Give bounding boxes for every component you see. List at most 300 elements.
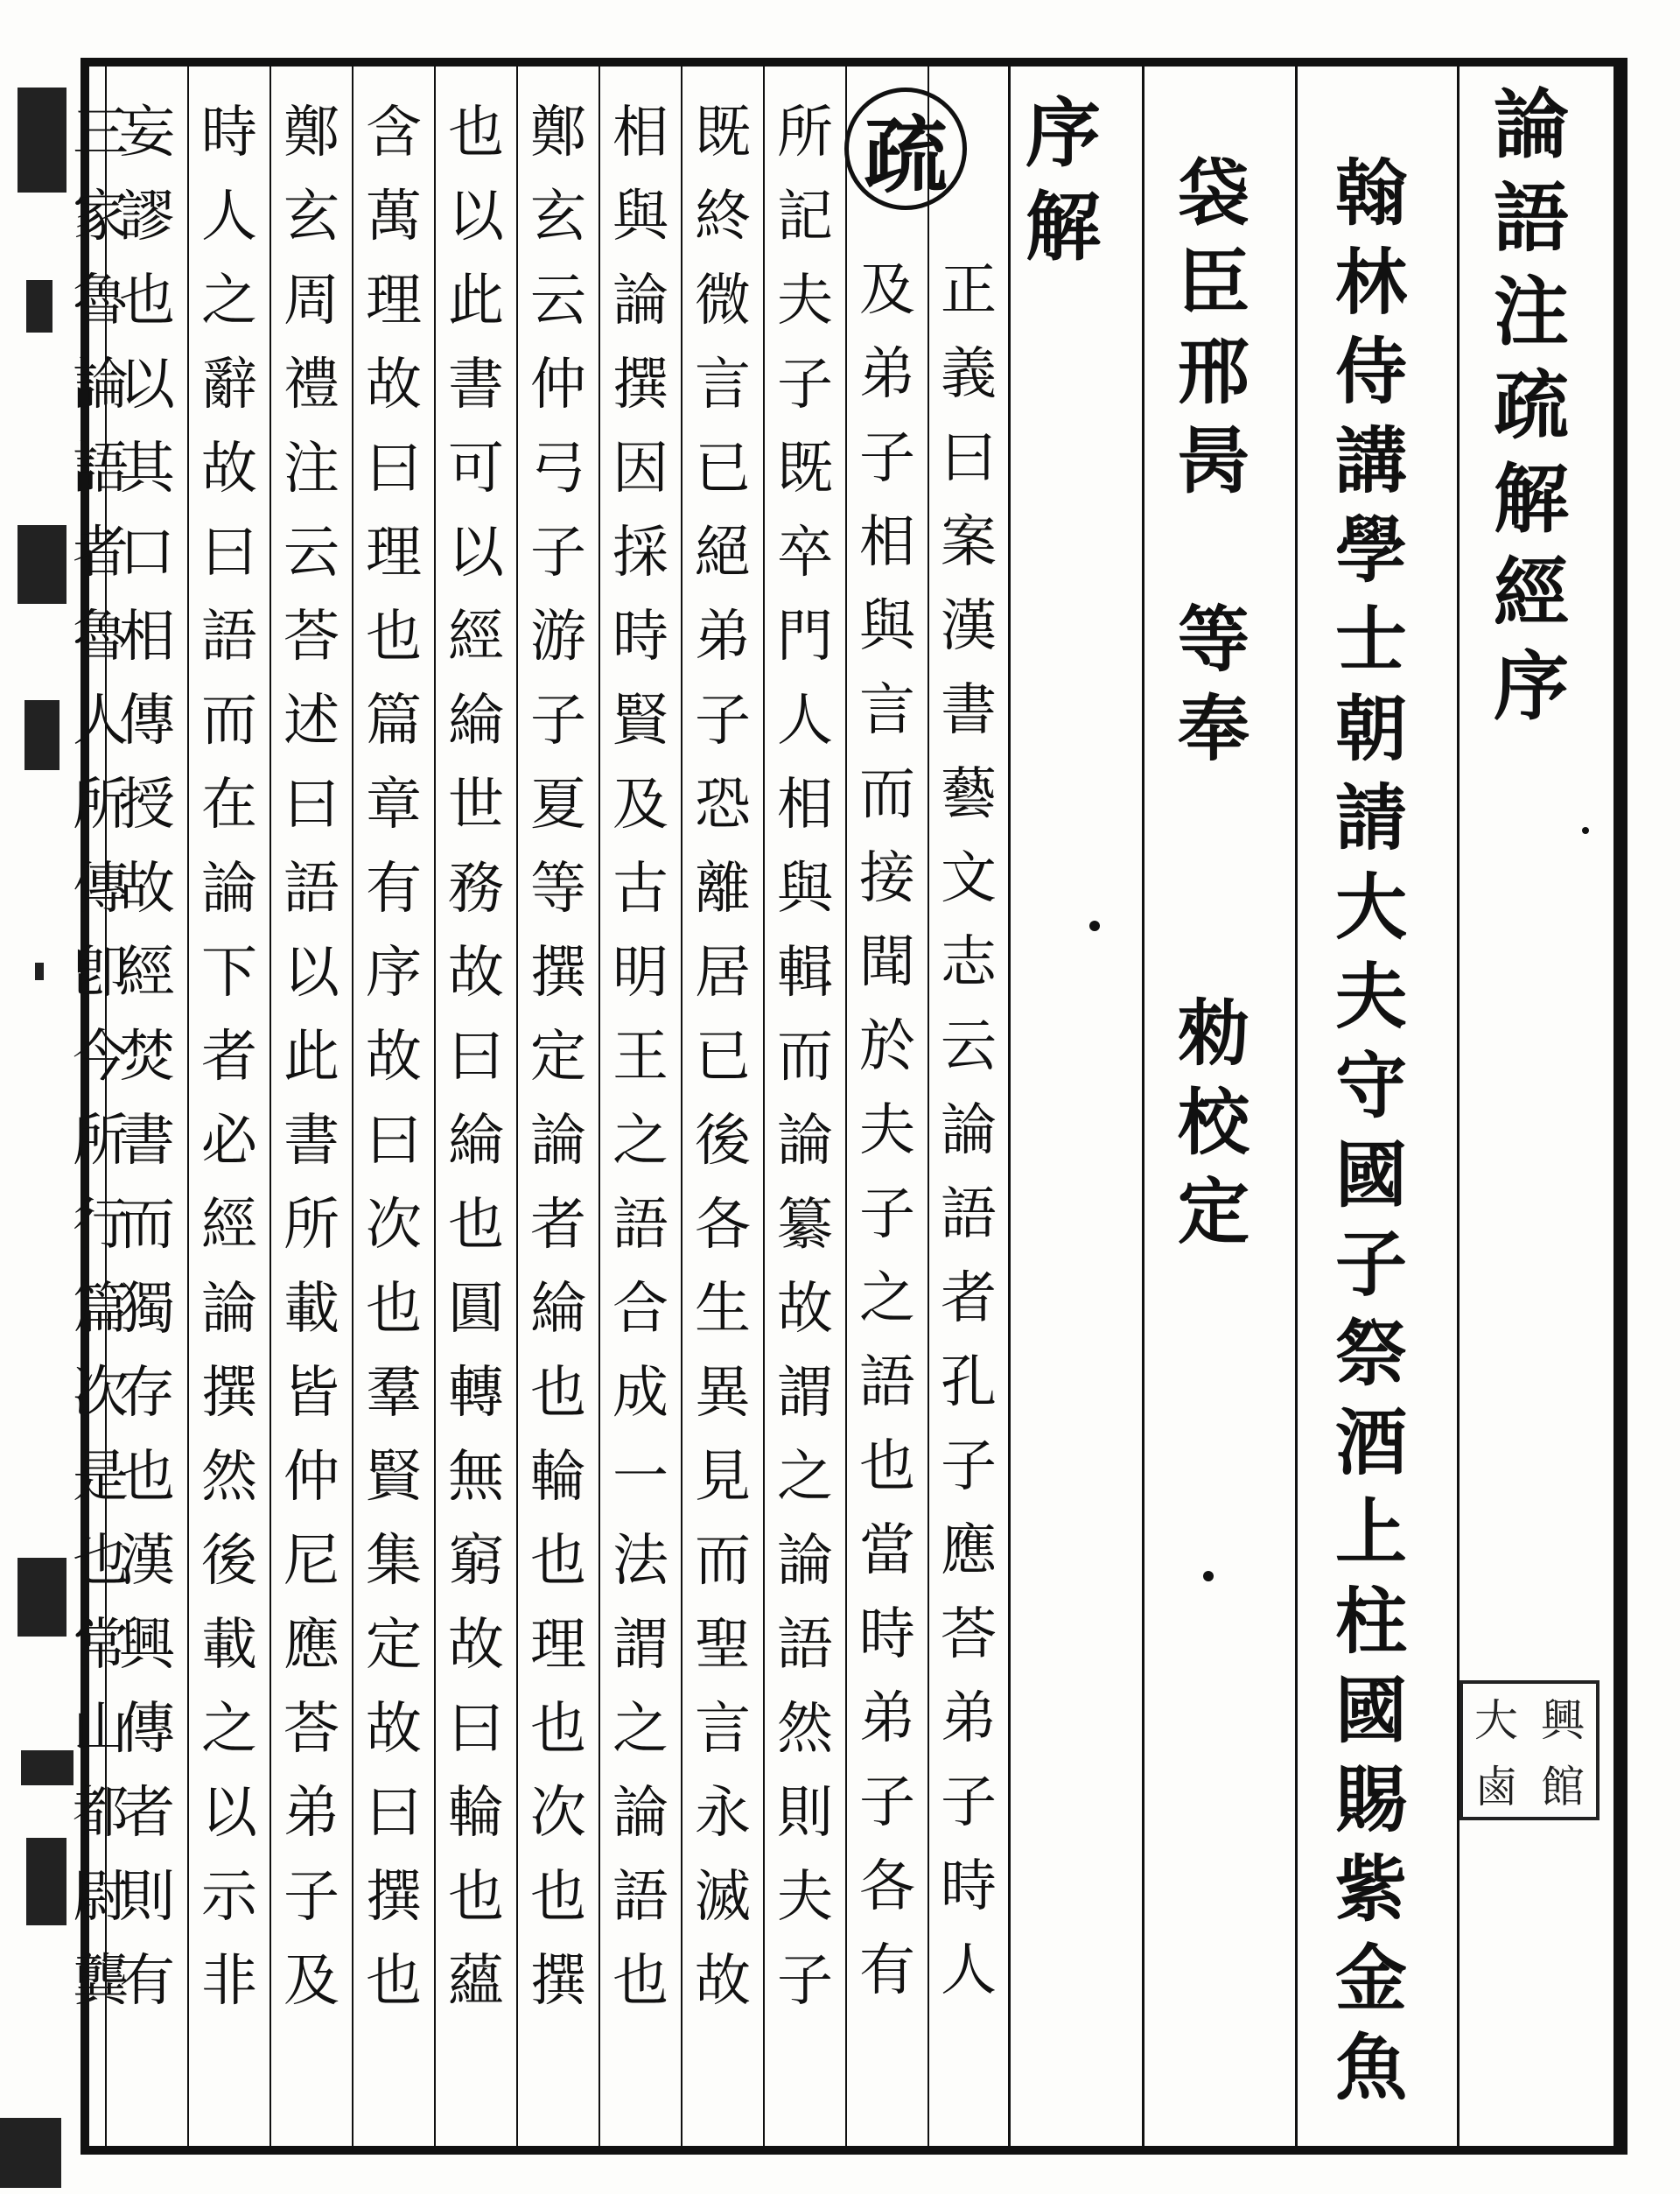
glyph: 侍 <box>1334 330 1407 414</box>
glyph: 相 <box>859 510 915 575</box>
glyph: 而 <box>119 1193 175 1258</box>
glyph: 者 <box>530 1193 586 1258</box>
glyph: 龔 <box>73 1949 129 2014</box>
glyph: 定 <box>366 1613 422 1678</box>
glyph: 微 <box>695 269 751 333</box>
glyph: 以 <box>448 185 504 249</box>
glyph: 載 <box>284 1277 340 1342</box>
glyph: 曰 <box>366 1781 422 1846</box>
column-text <box>859 258 915 2027</box>
glyph: 則 <box>119 1865 175 1930</box>
glyph: 云 <box>284 521 340 585</box>
glyph: 學 <box>1334 508 1407 592</box>
glyph: 故 <box>448 1613 504 1678</box>
column-divider <box>681 67 682 2146</box>
glyph: 語 <box>1494 174 1569 263</box>
glyph: 章 <box>366 773 422 838</box>
glyph: 語 <box>73 437 129 501</box>
glyph: 與 <box>777 857 833 922</box>
glyph: 曰 <box>448 1697 504 1762</box>
glyph: 應 <box>941 1518 997 1583</box>
glyph: 撰 <box>530 941 586 1006</box>
glyph: 家 <box>73 185 129 249</box>
glyph: 鄭 <box>530 101 586 165</box>
glyph: 既 <box>777 437 833 501</box>
glyph: 子 <box>859 426 915 491</box>
glyph: 後 <box>695 1109 751 1174</box>
glyph: 此 <box>448 269 504 333</box>
glyph: 時 <box>941 1854 997 1919</box>
glyph: 王 <box>612 1025 668 1090</box>
glyph: 案 <box>941 510 997 575</box>
glyph: 書 <box>119 1109 175 1174</box>
glyph: 生 <box>695 1277 751 1342</box>
glyph: 孔 <box>941 1350 997 1415</box>
glyph: 絕 <box>695 521 751 585</box>
glyph: 周 <box>284 269 340 333</box>
glyph: 子 <box>777 353 833 417</box>
glyph: 也 <box>448 1865 504 1930</box>
left-margin <box>0 35 79 2170</box>
glyph: 綸 <box>530 1277 586 1342</box>
text-column <box>273 101 350 2037</box>
glyph: 於 <box>859 1014 915 1079</box>
glyph: 門 <box>777 605 833 669</box>
glyph: 撰 <box>530 1949 586 2014</box>
glyph: 既 <box>695 101 751 165</box>
glyph: 夫 <box>777 1865 833 1930</box>
glyph: 相 <box>119 605 175 669</box>
glyph: 賢 <box>366 1445 422 1510</box>
text-column <box>355 101 432 2037</box>
glyph: 上 <box>1334 1490 1407 1574</box>
glyph: 離 <box>695 857 751 922</box>
glyph: 曰 <box>284 773 340 838</box>
glyph: 夫 <box>1334 955 1407 1039</box>
glyph: 及 <box>284 1949 340 2014</box>
glyph: 與 <box>859 594 915 659</box>
glyph: 荅 <box>941 1602 997 1667</box>
title-text <box>1494 81 1569 743</box>
glyph: 已 <box>695 437 751 501</box>
glyph: 集 <box>366 1529 422 1594</box>
glyph: 仲 <box>530 353 586 417</box>
glyph: 見 <box>695 1445 751 1510</box>
glyph: 也 <box>119 1445 175 1510</box>
glyph: 皆 <box>284 1361 340 1426</box>
glyph: 行 <box>73 1193 129 1258</box>
glyph: 下 <box>201 941 257 1006</box>
glyph: 論 <box>530 1109 586 1174</box>
column-divider <box>187 67 189 2146</box>
glyph: 子 <box>284 1865 340 1930</box>
glyph: 常 <box>73 1613 129 1678</box>
glyph: 故 <box>777 1277 833 1342</box>
glyph: 解 <box>1494 455 1569 543</box>
glyph: 夫 <box>859 1098 915 1163</box>
glyph: 轉 <box>448 1361 504 1426</box>
glyph: 義 <box>941 342 997 407</box>
glyph: 賢 <box>612 689 668 754</box>
glyph: 講 <box>1334 419 1407 503</box>
glyph: 次 <box>530 1781 586 1846</box>
glyph: 都 <box>73 1781 129 1846</box>
glyph: 曰 <box>941 426 997 491</box>
glyph: 傳 <box>73 857 129 922</box>
glyph: 法 <box>612 1529 668 1594</box>
glyph: 也 <box>530 1361 586 1426</box>
glyph: 記 <box>777 185 833 249</box>
column-text <box>695 101 751 2037</box>
glyph: 游 <box>530 605 586 669</box>
glyph: 志 <box>941 930 997 995</box>
glyph: 序 <box>1026 89 1101 178</box>
ink-dot <box>1582 827 1589 834</box>
glyph: 注 <box>1494 268 1569 356</box>
glyph: 然 <box>777 1697 833 1762</box>
column-divider <box>434 67 436 2146</box>
glyph: 昺 <box>1177 419 1250 503</box>
column-text <box>777 101 833 2037</box>
glyph: 明 <box>612 941 668 1006</box>
column-text <box>448 101 504 2037</box>
glyph: 永 <box>695 1781 751 1846</box>
glyph: 臣 <box>1177 241 1250 325</box>
glyph: 等 <box>530 857 586 922</box>
glyph: 有 <box>859 1938 915 2003</box>
glyph: 存 <box>119 1361 175 1426</box>
glyph: 相 <box>777 773 833 838</box>
glyph: 卽 <box>73 941 129 1006</box>
glyph: 然 <box>201 1445 257 1510</box>
text-column <box>191 101 268 2037</box>
glyph: 而 <box>695 1529 751 1594</box>
glyph: 以 <box>284 941 340 1006</box>
glyph: 綸 <box>448 689 504 754</box>
glyph: 經 <box>448 605 504 669</box>
glyph: 窮 <box>448 1529 504 1594</box>
glyph: 三 <box>73 101 129 165</box>
glyph: 所 <box>777 101 833 165</box>
glyph: 文 <box>941 846 997 911</box>
glyph: 論 <box>1494 81 1569 169</box>
glyph: 以 <box>119 353 175 417</box>
glyph: 夏 <box>530 773 586 838</box>
glyph: 必 <box>201 1109 257 1174</box>
glyph: 魯 <box>73 605 129 669</box>
glyph: 也 <box>448 101 504 165</box>
column-divider <box>763 67 765 2146</box>
glyph: 言 <box>695 1697 751 1762</box>
glyph: 注 <box>284 437 340 501</box>
column-text <box>201 101 257 2037</box>
glyph: 接 <box>859 846 915 911</box>
glyph: 授 <box>119 773 175 838</box>
glyph: 子 <box>941 1434 997 1499</box>
glyph: 故 <box>448 941 504 1006</box>
glyph: 弟 <box>695 605 751 669</box>
glyph: 輪 <box>448 1781 504 1846</box>
glyph: 夫 <box>777 269 833 333</box>
glyph: 謂 <box>777 1361 833 1426</box>
glyph: 篇 <box>73 1277 129 1342</box>
glyph: 故 <box>366 1697 422 1762</box>
glyph: 國 <box>1334 1669 1407 1753</box>
glyph: 有 <box>119 1949 175 2014</box>
glyph: 也 <box>530 1697 586 1762</box>
glyph: 定 <box>530 1025 586 1090</box>
glyph: 者 <box>941 1266 997 1331</box>
glyph: 人 <box>73 689 129 754</box>
glyph: 務 <box>448 857 504 922</box>
glyph: 次 <box>366 1193 422 1258</box>
glyph: 也 <box>448 1193 504 1258</box>
column-text <box>73 101 129 2037</box>
glyph: 之 <box>859 1266 915 1331</box>
column-divider <box>270 67 271 2146</box>
glyph: 勑 <box>1177 992 1250 1076</box>
glyph: 輪 <box>530 1445 586 1510</box>
column-divider <box>845 67 847 2146</box>
section-title <box>1015 89 1111 284</box>
glyph: 應 <box>284 1613 340 1678</box>
glyph: 也 <box>119 269 175 333</box>
glyph: 相 <box>612 101 668 165</box>
glyph: 撰 <box>612 353 668 417</box>
glyph: 述 <box>284 689 340 754</box>
glyph: 語 <box>941 1182 997 1247</box>
glyph: 士 <box>1334 598 1407 682</box>
glyph: 云 <box>530 269 586 333</box>
glyph: 也 <box>73 1529 129 1594</box>
glyph: 終 <box>695 185 751 249</box>
glyph: 與 <box>612 185 668 249</box>
column-divider <box>352 67 354 2146</box>
glyph: 弟 <box>859 1686 915 1751</box>
glyph: 之 <box>201 269 257 333</box>
glyph: 聖 <box>695 1613 751 1678</box>
glyph: 藝 <box>941 762 997 827</box>
glyph: 因 <box>612 437 668 501</box>
glyph: 言 <box>859 678 915 743</box>
glyph: 而 <box>201 689 257 754</box>
glyph: 者 <box>73 521 129 585</box>
glyph: 尉 <box>73 1865 129 1930</box>
glyph: 之 <box>777 1445 833 1510</box>
glyph: 而 <box>859 762 915 827</box>
glyph: 曰 <box>366 437 422 501</box>
glyph: 論 <box>612 1781 668 1846</box>
glyph: 酒 <box>1334 1401 1407 1485</box>
glyph: 各 <box>859 1854 915 1919</box>
glyph: 所 <box>284 1193 340 1258</box>
text-column <box>602 101 679 2037</box>
glyph: 已 <box>695 1025 751 1090</box>
glyph: 弟 <box>284 1781 340 1846</box>
author-line-2-mid <box>1157 598 1270 782</box>
glyph: 也 <box>612 1949 668 2014</box>
glyph: 紫 <box>1334 1847 1407 1931</box>
glyph: 則 <box>777 1781 833 1846</box>
author-line-1 <box>1310 151 1432 2121</box>
glyph: 滅 <box>695 1865 751 1930</box>
text-column <box>931 258 1006 2027</box>
column-text <box>612 101 668 2037</box>
glyph: 金 <box>1334 1937 1407 2021</box>
glyph: 論 <box>612 269 668 333</box>
glyph: 聞 <box>859 930 915 995</box>
glyph: 曰 <box>366 1109 422 1174</box>
book-title <box>1470 81 1592 743</box>
glyph: 子 <box>695 689 751 754</box>
collector-seal: 大 興 鹵 館 <box>1460 1680 1600 1820</box>
glyph: 請 <box>1334 776 1407 860</box>
column-text <box>366 101 422 2037</box>
glyph: 書 <box>941 678 997 743</box>
glyph: 謂 <box>612 1613 668 1678</box>
glyph: 玄 <box>284 185 340 249</box>
glyph: 示 <box>201 1865 257 1930</box>
glyph: 朝 <box>1334 687 1407 771</box>
glyph: 也 <box>366 605 422 669</box>
glyph: 仲 <box>284 1445 340 1510</box>
glyph: 云 <box>941 1014 997 1079</box>
glyph: 子 <box>1334 1223 1407 1307</box>
glyph: 弟 <box>941 1686 997 1751</box>
glyph: 子 <box>859 1770 915 1835</box>
text-column <box>684 101 761 2037</box>
glyph: 今 <box>73 1025 129 1090</box>
glyph: 漢 <box>941 594 997 659</box>
glyph: 故 <box>366 353 422 417</box>
glyph: 奉 <box>1177 687 1250 771</box>
glyph: 弓 <box>530 437 586 501</box>
glyph: 一 <box>612 1445 668 1510</box>
text-column <box>766 101 844 2037</box>
glyph: 含 <box>366 101 422 165</box>
glyph: 魚 <box>1334 2026 1407 2110</box>
glyph: 山 <box>73 1697 129 1762</box>
text-column <box>73 101 129 2037</box>
glyph: 國 <box>1334 1133 1407 1217</box>
glyph: 之 <box>201 1697 257 1762</box>
author-line-2-bottom <box>1157 992 1270 1265</box>
glyph: 有 <box>366 857 422 922</box>
glyph: 論 <box>941 1098 997 1163</box>
glyph: 是 <box>73 1445 129 1510</box>
glyph: 袋 <box>1177 151 1250 235</box>
glyph: 口 <box>119 521 175 585</box>
glyph: 當 <box>859 1518 915 1583</box>
column-text <box>284 101 340 2037</box>
glyph: 世 <box>448 773 504 838</box>
glyph: 論 <box>201 857 257 922</box>
glyph: 興 <box>119 1613 175 1678</box>
glyph: 人 <box>941 1938 997 2003</box>
glyph: 所 <box>73 773 129 838</box>
column-divider <box>516 67 518 2146</box>
glyph: 守 <box>1334 1044 1407 1128</box>
glyph: 合 <box>612 1277 668 1342</box>
glyph: 居 <box>695 941 751 1006</box>
glyph: 時 <box>612 605 668 669</box>
glyph: 採 <box>612 521 668 585</box>
glyph: 者 <box>201 1025 257 1090</box>
glyph: 此 <box>284 1025 340 1090</box>
glyph: 及 <box>859 258 915 323</box>
glyph: 玄 <box>530 185 586 249</box>
glyph: 傳 <box>119 689 175 754</box>
glyph: 書 <box>284 1109 340 1174</box>
glyph: 也 <box>859 1434 915 1499</box>
glyph: 曰 <box>448 1025 504 1090</box>
glyph: 及 <box>612 773 668 838</box>
glyph: 論 <box>777 1109 833 1174</box>
glyph: 也 <box>366 1949 422 2014</box>
glyph: 語 <box>612 1193 668 1258</box>
glyph: 無 <box>448 1445 504 1510</box>
glyph: 論 <box>73 353 129 417</box>
glyph: 荅 <box>284 1697 340 1762</box>
shu-badge: 疏 <box>844 88 967 210</box>
glyph: 理 <box>366 521 422 585</box>
glyph: 以 <box>448 521 504 585</box>
glyph: 者 <box>119 1781 175 1846</box>
glyph: 而 <box>777 1025 833 1090</box>
glyph: 曰 <box>201 521 257 585</box>
glyph: 故 <box>119 857 175 922</box>
glyph: 疏 <box>1494 361 1569 450</box>
glyph: 異 <box>695 1361 751 1426</box>
glyph: 荅 <box>284 605 340 669</box>
glyph: 子 <box>859 1182 915 1247</box>
glyph: 理 <box>366 269 422 333</box>
glyph: 次 <box>73 1361 129 1426</box>
ink-dot <box>1203 1571 1214 1581</box>
column-text <box>941 258 997 2027</box>
glyph: 正 <box>941 258 997 323</box>
glyph: 謬 <box>119 185 175 249</box>
glyph: 輯 <box>777 941 833 1006</box>
glyph: 校 <box>1177 1081 1250 1165</box>
glyph: 柱 <box>1334 1580 1407 1664</box>
glyph: 辭 <box>201 353 257 417</box>
glyph: 漢 <box>119 1529 175 1594</box>
glyph: 語 <box>859 1350 915 1415</box>
glyph: 子 <box>530 689 586 754</box>
glyph: 蘊 <box>448 1949 504 2014</box>
glyph: 焚 <box>119 1025 175 1090</box>
glyph: 序 <box>1494 642 1569 731</box>
glyph: 人 <box>777 689 833 754</box>
column-divider <box>598 67 600 2146</box>
glyph: 子 <box>530 521 586 585</box>
glyph: 載 <box>201 1613 257 1678</box>
glyph: 賜 <box>1334 1758 1407 1842</box>
glyph: 各 <box>695 1193 751 1258</box>
glyph: 時 <box>859 1602 915 1667</box>
glyph: 故 <box>201 437 257 501</box>
glyph: 經 <box>1494 549 1569 637</box>
glyph: 語 <box>201 605 257 669</box>
glyph: 定 <box>1177 1170 1250 1254</box>
glyph: 經 <box>201 1193 257 1258</box>
column-divider <box>928 67 929 2146</box>
glyph: 子 <box>777 1949 833 2014</box>
glyph: 等 <box>1177 598 1250 682</box>
glyph: 篇 <box>366 689 422 754</box>
glyph: 非 <box>201 1949 257 2014</box>
